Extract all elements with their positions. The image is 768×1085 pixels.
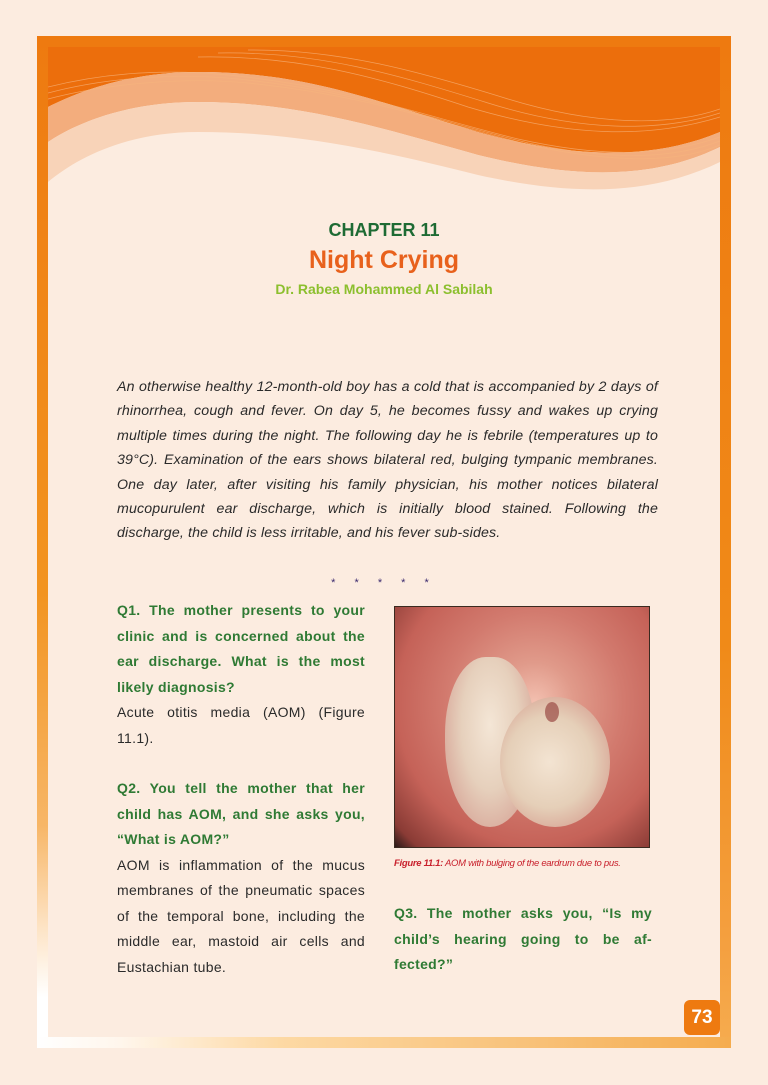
frame-border-left bbox=[37, 36, 48, 1048]
chapter-author: Dr. Rabea Mohammed Al Sabilah bbox=[275, 281, 493, 297]
figure-eardrum-image bbox=[394, 606, 650, 848]
question-3: Q3. The mother asks you, “Is my child’s hearing going to be af-fected?” bbox=[394, 905, 652, 972]
right-column bbox=[394, 606, 652, 978]
chapter-title: Night Crying bbox=[309, 246, 459, 274]
question-2: Q2. You tell the mother that her child has AOM, and she asks you, “What is AOM?” bbox=[117, 780, 365, 847]
chapter-label: CHAPTER 11 bbox=[328, 220, 440, 240]
figure-caption bbox=[394, 858, 652, 869]
figure-label: Figure 11.1: bbox=[394, 858, 444, 869]
frame-border-top bbox=[37, 36, 731, 47]
answer-1: Acute otitis media (AOM) (Figure 11.1). bbox=[117, 704, 365, 746]
question-1: Q1. The mother presents to your clinic and is concerned about the ear discharge. What is the most likely diagnosis? bbox=[117, 602, 365, 695]
chapter-header bbox=[0, 219, 768, 298]
left-column bbox=[117, 598, 365, 980]
figure-caption-text: AOM with bulging of the eardrum due to pus. bbox=[443, 858, 621, 869]
frame-border-right bbox=[720, 36, 731, 1048]
answer-2: AOM is inflammation of the mucus membranes of the pneumatic spaces of the temporal bone, including the middle ear, mastoid air cells and Eustachian tube. bbox=[117, 856, 365, 975]
case-description: An otherwise healthy 12-month-old boy has a cold that is accompanied by 2 days of rhinorrhea, cough and fever. On day 5, he becomes fussy and wakes up crying multiple times during the night. The following day he is febrile (temperatures up to 39°C). Examination of the ears shows bilateral red, bulging tympanic membranes. One day later, after visiting his family physician, his mother notices bilateral mucopurulent ear discharge, which is initially blood stained. Following the discharge, the child is less irritable, and his fever sub-sides. bbox=[117, 379, 658, 542]
header-wave-decoration bbox=[48, 47, 720, 237]
section-separator: * * * * * bbox=[331, 577, 437, 589]
page-number-badge: 73 bbox=[684, 1000, 720, 1035]
frame-border-bottom bbox=[37, 1037, 731, 1048]
